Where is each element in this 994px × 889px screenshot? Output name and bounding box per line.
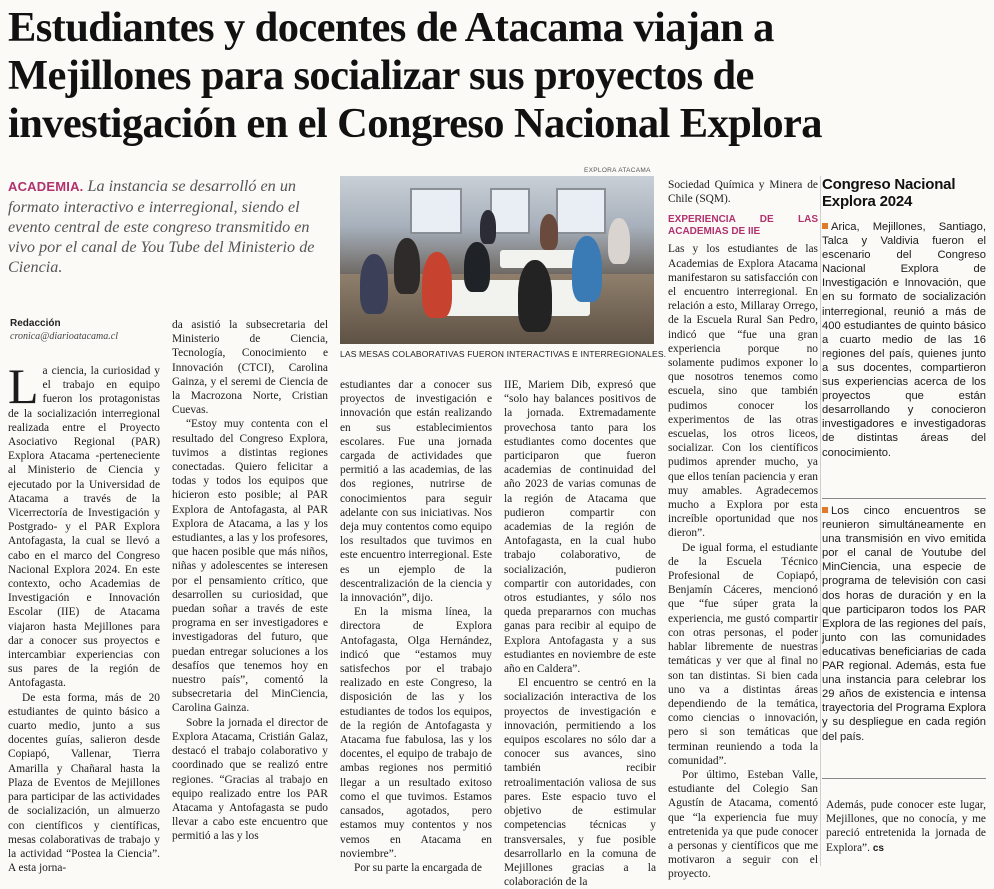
article-column-2 <box>172 318 328 844</box>
headline-line-1: Estudiantes y docentes de Atacama viajan a <box>8 4 774 51</box>
paragraph: De esta forma, más de 20 estudiantes de quinto básico a cuarto medio, junto a sus docentes guías, salieron desde Copiapó, Vallenar, Tierra Amarilla y Chañaral hasta la Plaza de Eventos de Mejillones para participar de las actividades de socialización, un almuerzo con científicos y científicas, mesas colaborativas de trabajo y la actividad “Postea la Ciencia”. A esta jorna- <box>8 691 160 875</box>
article-column-3 <box>340 378 492 875</box>
byline-author: Redacción <box>10 318 61 329</box>
lead-text: La instancia se desarrolló en un formato interactivo e interregional, siendo el evento central de este congreso transmitido en vivo por el canal de You Tube del Ministerio de Ciencia. <box>8 177 315 276</box>
paragraph: En la misma línea, la directora de Explora Antofagasta, Olga Hernández, indicó que “estamos muy satisfechos por el trabajo realizado en este Congreso, la disposición de las y los estudiantes de todos los equipos, de la región de Antofagasta y Atacama fue fabulosa, las y los docentes, el equipo de trabajo de ambas regiones nos permitió llegar a un resultado exitoso como el que tuvimos. Estamos cansados, agotados, pero estamos muy contentos y nos vemos en Atacama en noviembre”. <box>340 606 492 860</box>
paragraph: Las y los estudiantes de las Academias de Explora Atacama manifestaron su satisfacción con el encuentro interregional. En relación a esto, Millaray Orrego, de la Escuela Rural San Pedro, indicó que “fue una gran experiencia porque no solamente pudimos exponer lo que nosotros tenemos como escuela, sino que también pudimos conocer los experimentos de las otras escuelas, los otros liceos, socializar. Con los científicos pudimos aprender mucho, ya que ellos tenían paciencia y eran muy amables. Agradecemos mucho a Explora por esta increíble oportunidad que nos dieron”. <box>668 243 818 540</box>
photo-credit: EXPLORA ATACAMA <box>584 167 651 174</box>
paragraph: Sociedad Química y Minera de Chile (SQM). <box>668 179 818 206</box>
byline-email: cronica@diarioatacama.cl <box>10 331 118 342</box>
sidebar-item-2: Los cinco encuentros se reunieron simultáneamente en una transmisión en vivo emitida por el canal de Youtube del MinCiencia, una especie de programa de televisión con casi dos horas de duración y en la que participaron todos los PAR Explora de las regiones del país, junto con las comunidades educativas beneficiarias de cada PAR regional. Además, esta fue una instancia para celebrar los 29 años de existencia e intensa trayectoria del Programa Explora y su despliegue en cada región del país. <box>822 505 986 743</box>
paragraph: estudiantes dar a conocer sus proyectos de investigación e innovación que están realizando en sus establecimientos escolares. Fue una jornada cargada de actividades que permitió a las academias, de las dos regiones, nutrirse de conocimientos para seguir adelante con sus iniciativas. Nos deja muy contentos como equipo los resultados que tuvimos en este encuentro interregional. Este es un ejemplo de la descentralización de la ciencia y la innovación”, dijo. <box>340 379 492 605</box>
closing-paragraph: Además, pude conocer este lugar, Mejillones, que no conocía, y me pareció entretenida la jornada de Explora”. cs <box>826 799 986 854</box>
section-subhead: EXPERIENCIA DE LAS ACADEMIAS DE IIE <box>668 214 818 238</box>
article-column-5 <box>668 178 818 882</box>
paragraph: Por su parte la encargada de <box>354 861 482 874</box>
sidebar-item-1: Arica, Mejillones, Santiago, Talca y Valdivia fueron el escenario del Congreso Nacional Explora de Investigación e Innovación, que en su formato de socialización interregional, reunió a más de 400 estudiantes de quinto básico a cuarto medio de las 16 regiones del país, quienes junto a sus docentes, compartieron sus experiencias acerca de los proyectos que están desarrollando y conocieron investigadores e investigadoras de distintas áreas del conocimiento. <box>822 221 986 459</box>
bullet-icon <box>822 507 828 513</box>
paragraph: Por último, Esteban Valle, estudiante del Colegio San Agustín de Atacama, comentó que “la experiencia fue muy entretenida ya que pude conocer a personas y científicos que me motivaron a seguir con el proyecto. <box>668 768 818 881</box>
article-photo <box>340 176 654 344</box>
headline-line-3: investigación en el Congreso Nacional Explora <box>8 100 822 147</box>
sidebar-divider <box>822 778 986 779</box>
paragraph: El encuentro se centró en la socialización interactiva de los proyectos de investigación e innovación, permitiendo a los equipos escolares no sólo dar a conocer sus avances, sino también recibir retroalimentación valiosa de sus pares. Este espacio tuvo el objetivo de estimular competencias técnicas y transversales, y fue posible desarrollarlo en la comuna de Mejillones gracias a la colaboración de la <box>504 677 656 889</box>
paragraph: De igual forma, el estudiante de la Escuela Técnico Profesional de Copiapó, Benjamín Cáceres, mencionó que “fue súper grata la experiencia, me gustó compartir con otras personas, el poder hablar libremente de nuestras temáticas y ver que al final no son tan distintas. Si bien cada uno va a distintas áreas dependiendo de la temática, como ciencias o innovación, pero si son temáticas que terminan reuniendo a toda la comunidad”. <box>668 541 818 767</box>
section-kicker: ACADEMIA. <box>8 179 84 194</box>
paragraph: Sobre la jornada el director de Explora Atacama, Cristián Galaz, destacó el trabajo colaborativo y coordinado que se realizó entre regiones. “Gracias al trabajo en equipo realizado entre los PAR Atacama y Antofagasta se pudo llevar a cabo este encuentro que permitió a las y los <box>172 716 328 843</box>
paragraph-1: La ciencia, la curiosidad y el trabajo en equipo fueron los protagonistas de la socialización interregional realizada entre el Proyecto Asociativo Regional (PAR) Explora Atacama -perteneciente al Ministerio de Ciencia y ejecutado por la Universidad de Atacama a través de la Vicerrectoría de Investigación y Postgrado- y el PAR Explora Antofagasta, la cual se llevó a cabo en el marco del Congreso Nacional Explora 2024. En este contexto, ocho Academias de Investigación e Innovación Escolar (IIE) de Atacama viajaron hasta Mejillones para dar a conocer sus proyectos e intercambiar experiencias con sus pares de la región de Antofagasta. <box>8 358 160 690</box>
lead-paragraph <box>8 176 330 277</box>
paragraph: da asistió la subsecretaria del Ministerio de Ciencia, Tecnología, Conocimiento e Innovación (CTCI), Carolina Gainza, y el seremi de Ciencia de la Macrozona Norte, Cristian Cuevas. <box>172 319 328 417</box>
article-column-4 <box>504 378 656 889</box>
paragraph: IIE, Mariem Dib, expresó que “solo hay balances positivos de la jornada. Extremadamente provechosa tanto para los estudiantes como docentes que participaron que fueron academias de continuidad del año 2023 de varias comunas de la región de Atacama que pudieron compartir con academias de la región de Antofagasta, en la cual hubo trabajo colaborativo, de socialización, pudieron compartir con autoridades, con otros estudiantes, y sólo nos queda prepararnos con muchas ganas para recibir al equipo de Explora Antofagasta y a sus estudiantes en noviembre de este año en Caldera”. <box>504 379 656 676</box>
sidebar-box <box>822 176 986 460</box>
sidebar-box-2 <box>822 504 986 744</box>
article-column-1 <box>8 358 160 875</box>
end-mark-icon: cs <box>872 842 884 854</box>
bullet-icon <box>822 223 828 229</box>
drop-cap: L <box>8 358 39 414</box>
column-divider <box>820 176 821 866</box>
paragraph: “Estoy muy contenta con el resultado del Congreso Explora, tuvimos a distintas regiones conectadas. Quiero felicitar a todas y todos los equipos que hicieron esto posible; al PAR Explora de Antofagasta, al PAR Explora de Atacama, a las y los estudiantes, a las y los profesores, que hacen posible que más niños, niñas y adolescentes se interesen por el pensamiento crítico, que desarrollen su curiosidad, que puedan soñar a través de este programa en ser investigadores e investigadoras del futuro, que puedan entregar soluciones a los desafíos que tenemos hoy en nuestro país”, comentó la subsecretaria del MinCiencia, Carolina Gainza. <box>172 418 328 715</box>
headline <box>8 4 988 148</box>
photo-caption: LAS MESAS COLABORATIVAS FUERON INTERACTIVAS E INTERREGIONALES. <box>340 349 667 359</box>
sidebar-title: Congreso Nacional Explora 2024 <box>822 176 956 210</box>
headline-line-2: Mejillones para socializar sus proyectos de <box>8 52 754 99</box>
sidebar-divider <box>822 498 986 499</box>
